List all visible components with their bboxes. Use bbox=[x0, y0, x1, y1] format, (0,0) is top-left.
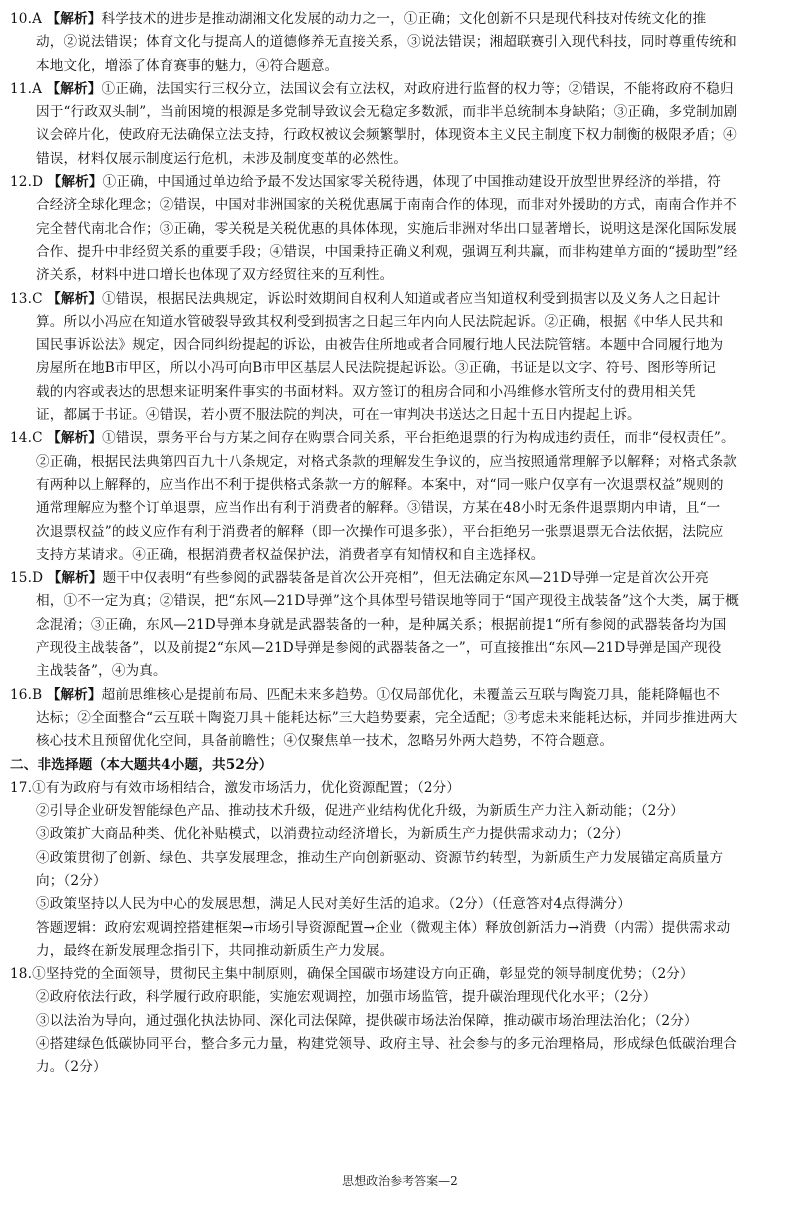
section-heading bbox=[10, 754, 792, 777]
line-text: 向；（2分） bbox=[36, 872, 107, 889]
line-text: 核心技术且预留优化空间，具备前瞻性；④仅聚焦单一技术，忽略另外两大趋势，不符合题意。 bbox=[36, 733, 614, 750]
answer-item-start bbox=[10, 684, 792, 707]
answer-text-line bbox=[10, 590, 792, 613]
answer-text-line bbox=[10, 451, 792, 474]
answer-item-start bbox=[10, 963, 792, 986]
line-text: ①正确，法国实行三权分立，法国议会有立法权，对政府进行监督的权力等；②错误，不能将政府不稳归 bbox=[101, 80, 734, 97]
answer-text-line bbox=[10, 1033, 792, 1056]
answer-text-line bbox=[10, 264, 792, 287]
line-text: 题干中仅表明“有些参阅的武器装备是首次公开亮相”，但无法确定东风—21D导弹一定是首次公开亮 bbox=[102, 570, 709, 587]
answer-text-line bbox=[10, 730, 792, 753]
answer-item-start bbox=[10, 8, 792, 31]
answer-text-line bbox=[10, 707, 792, 730]
line-text: 二、非选择题（本大题共4小题，共52分） bbox=[10, 756, 273, 773]
line-text: 完全替代南北合作；③正确，零关税是关税优惠的具体体现，实施后非洲对华出口显著增长，说明这是深化国际发展 bbox=[36, 220, 737, 237]
analysis-tag: 【解析】 bbox=[47, 430, 103, 447]
answer-item-start bbox=[10, 427, 792, 450]
line-text: 支持方某请求。④正确，根据消费者权益保护法，消费者享有知情权和自主选择权。 bbox=[36, 546, 545, 563]
answer-number: 14.C bbox=[10, 430, 48, 447]
line-text: 动，②说法错误；体育文化与提高人的道德修养无直接关系，③说法错误；湘超联赛引入现代科技，同时尊重传统和 bbox=[36, 34, 737, 51]
analysis-tag: 【解析】 bbox=[47, 174, 103, 191]
answer-text-line bbox=[10, 521, 792, 544]
answer-text-line bbox=[10, 1056, 792, 1079]
line-text: ④搭建绿色低碳协同平台，整合多元力量，构建党领导、政府主导、社会参与的多元治理格局，形成绿色低碳治理合 bbox=[36, 1036, 737, 1053]
line-text: 通常理解应为整个订单退票，应当作出有利于消费者的解释。③错误，方某在48小时无条件退票期内申请，且“一 bbox=[36, 500, 721, 517]
answer-text-line bbox=[10, 404, 792, 427]
answer-text-line bbox=[10, 31, 792, 54]
line-text: 力。（2分） bbox=[36, 1059, 107, 1076]
line-text: 本地文化，增添了体育赛事的魅力，④符合题意。 bbox=[36, 57, 339, 74]
line-text: 主战装备”，④为真。 bbox=[36, 663, 167, 680]
line-text: ①正确，中国通过单边给予最不发达国家零关税待遇，体现了中国推动建设开放型世界经济的举措，符 bbox=[102, 174, 722, 191]
line-text: 房屋所在地B市甲区，所以小冯可向B市甲区基层人民法院提起诉讼。③正确，书证是以文字、符号、图形等所记 bbox=[36, 360, 716, 377]
analysis-tag: 【解析】 bbox=[47, 570, 103, 587]
line-text: ②政府依法行政，科学履行政府职能，实施宏观调控，加强市场监管，提升碳治理现代化水平；（2分） bbox=[36, 989, 657, 1006]
line-text: 错误，材料仅展示制度运行危机，未涉及制度变革的必然性。 bbox=[36, 150, 408, 167]
answer-number: 15.D bbox=[10, 570, 48, 587]
answer-text-line bbox=[10, 101, 792, 124]
answer-text-line bbox=[10, 940, 792, 963]
answer-text-line bbox=[10, 148, 792, 171]
analysis-tag: 【解析】 bbox=[47, 290, 103, 307]
page-footer: 思想政治参考答案—2 bbox=[342, 1174, 458, 1188]
answer-text-line bbox=[10, 870, 792, 893]
answer-text-line bbox=[10, 847, 792, 870]
line-text: 证，都属于书证。④错误，若小贾不服法院的判决，可在一审判决书送达之日起十五日内提起上诉。 bbox=[36, 407, 641, 424]
answer-text-line bbox=[10, 497, 792, 520]
line-text: 产现役主战装备”，以及前提2“东风—21D导弹是参阅的武器装备之一”，可直接推出“东风—21D导弹是国产现役 bbox=[36, 640, 722, 657]
line-text: 超前思维核心是提前布局、匹配未来多趋势。①仅局部优化，未覆盖云互联与陶瓷刀具，能耗降幅也不 bbox=[101, 686, 721, 703]
answer-text-line bbox=[10, 311, 792, 334]
line-text: ①坚持党的全面领导，贯彻民主集中制原则，确保全国碳市场建设方向正确，彰显党的领导制度优势；（2分） bbox=[32, 966, 694, 983]
analysis-tag: 【解析】 bbox=[46, 686, 102, 703]
answer-text-line bbox=[10, 474, 792, 497]
answer-item-start bbox=[10, 78, 792, 101]
line-text: 相，①不一定为真；②错误，把“东风—21D导弹”这个具体型号错误地等同于“国产现役主战装备”这个大类，属于概 bbox=[36, 593, 739, 610]
line-text: ②引导企业研发智能绿色产品、推动技术升级，促进产业结构优化升级，为新质生产力注入新动能；（2分） bbox=[36, 803, 684, 820]
answer-document bbox=[10, 8, 792, 1168]
answer-text-line bbox=[10, 893, 792, 916]
line-text: ①有为政府与有效市场相结合，激发市场活力，优化资源配置；（2分） bbox=[32, 779, 461, 796]
answer-number: 16.B bbox=[10, 686, 47, 703]
answer-text-line bbox=[10, 381, 792, 404]
answer-text-line bbox=[10, 124, 792, 147]
answer-text-line bbox=[10, 1010, 792, 1033]
answer-text-line bbox=[10, 614, 792, 637]
answer-text-line bbox=[10, 544, 792, 567]
answer-text-line bbox=[10, 241, 792, 264]
line-text: 念混淆；③正确，东风—21D导弹本身就是武器装备的一种，是种属关系；根据前提1“所有参阅的武器装备均为国 bbox=[36, 616, 727, 633]
line-text: ①错误，根据民法典规定，诉讼时效期间自权利人知道或者应当知道权利受到损害以及义务人之日起计 bbox=[102, 290, 721, 307]
analysis-tag: 【解析】 bbox=[46, 11, 102, 27]
line-text: 算。所以小冯应在知道水管破裂导致其权利受到损害之日起三年内向人民法院起诉。②正确，根据《中华人民共和 bbox=[36, 313, 724, 330]
answer-text-line bbox=[10, 637, 792, 660]
line-text: ①错误，票务平台与方某之间存在购票合同关系，平台拒绝退票的行为构成违约责任，而非“侵权责任”。 bbox=[102, 430, 735, 447]
line-text: ③以法治为导向，通过强化执法协同、深化司法保障，提供碳市场法治保障，推动碳市场治理法治化；（2分） bbox=[36, 1012, 698, 1029]
line-text: ②正确，根据民法典第四百九十八条规定，对格式条款的理解发生争议的，应当按照通常理解予以解释；对格式条款 bbox=[36, 453, 737, 470]
line-text: 有两种以上解释的，应当作出不利于提供格式条款一方的解释。本案中，对“同一账户仅享有一次退票权益”规则的 bbox=[36, 476, 724, 493]
answer-text-line bbox=[10, 357, 792, 380]
answer-number: 13.C bbox=[10, 290, 48, 307]
line-text: 济关系，材料中进口增长也体现了双方经贸往来的互利性。 bbox=[36, 267, 394, 284]
analysis-tag: 【解析】 bbox=[46, 80, 102, 97]
answer-text-line bbox=[10, 823, 792, 846]
answer-number: 18. bbox=[10, 966, 33, 983]
answer-number: 10.A bbox=[10, 11, 47, 27]
answer-number: 12.D bbox=[10, 174, 48, 191]
answer-item-start bbox=[10, 567, 792, 590]
line-text: 达标；②全面整合“云互联＋陶瓷刀具＋能耗达标”三大趋势要素，完全适配；③考虑未来能耗达标，并同步推进两大 bbox=[36, 709, 738, 726]
answer-text-line bbox=[10, 800, 792, 823]
answer-item-start bbox=[10, 171, 792, 194]
answer-text-line bbox=[10, 194, 792, 217]
answer-item-start bbox=[10, 777, 792, 800]
answer-text-line bbox=[10, 334, 792, 357]
answer-item-start bbox=[10, 288, 792, 311]
line-text: 议会碎片化，使政府无法确保立法支持，行政权被议会频繁掣肘，体现资本主义民主制度下权力制衡的极限矛盾；④ bbox=[36, 127, 737, 144]
line-text: 答题逻辑：政府宏观调控搭建框架→市场引导资源配置→企业（微观主体）释放创新活力→消费（内需）提供需求动 bbox=[36, 919, 731, 936]
line-text: 合经济全球化理念；②错误，中国对非洲国家的关税优惠属于南南合作的体现，而非对外援助的方式，南南合作并不 bbox=[36, 197, 737, 214]
line-text: 力，最终在新发展理念指引下，共同推动新质生产力发展。 bbox=[36, 942, 394, 959]
answer-text-line bbox=[10, 218, 792, 241]
answer-text-line bbox=[10, 986, 792, 1009]
answer-number: 17. bbox=[10, 779, 33, 796]
line-text: 因于“行政双头制”，当前困境的根源是多党制导致议会无稳定多数派，而非半总统制本身缺陷；③正确，多党制加剧 bbox=[36, 104, 738, 121]
line-text: 科学技术的进步是推动湖湘文化发展的动力之一，①正确；文化创新不只是现代科技对传统文化的推 bbox=[101, 11, 707, 27]
line-text: 合作、提升中非经贸关系的重要手段；④错误，中国秉持正确义利观，强调互利共赢，而非构建单方面的“援助型”经 bbox=[36, 243, 738, 260]
line-text: 国民事诉讼法》规定，因合同纠纷提起的诉讼，由被告住所地或者合同履行地人民法院管辖。本题中合同履行地为 bbox=[36, 337, 724, 354]
answer-text-line bbox=[10, 660, 792, 683]
line-text: ⑤政策坚持以人民为中心的发展思想，满足人民对美好生活的追求。（2分）（任意答对4点得满分） bbox=[36, 896, 631, 913]
line-text: 载的内容或表达的思想来证明案件事实的书面材料。双方签订的租房合同和小冯维修水管所支付的费用相关凭 bbox=[36, 383, 696, 400]
answer-number: 11.A bbox=[10, 80, 47, 97]
line-text: ④政策贯彻了创新、绿色、共享发展理念，推动生产向创新驱动、资源节约转型，为新质生产力发展锚定高质量方 bbox=[36, 849, 724, 866]
line-text: ③政策扩大商品种类、优化补贴模式，以消费拉动经济增长，为新质生产力提供需求动力；（2分） bbox=[36, 826, 629, 843]
answer-text-line bbox=[10, 55, 792, 78]
answer-text-line bbox=[10, 917, 792, 940]
line-text: 次退票权益”的歧义应作有利于消费者的解释（即一次操作可退多张），平台拒绝另一张票退票无合法依据，法院应 bbox=[36, 523, 724, 540]
